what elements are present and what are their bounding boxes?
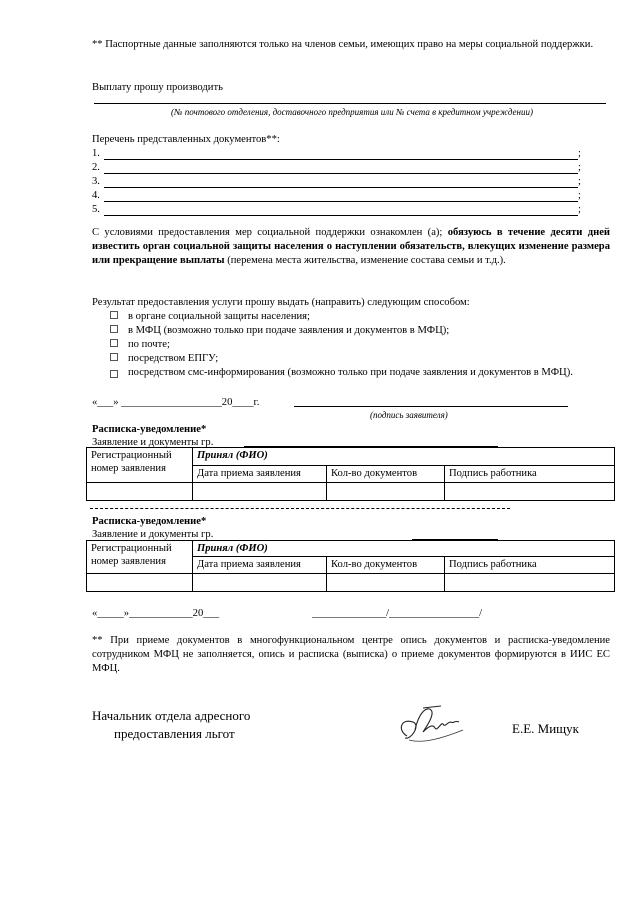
col-date: Дата приема заявления	[193, 466, 327, 483]
checkbox[interactable]	[110, 325, 118, 333]
receipt-subtitle: Заявление и документы гр.	[92, 437, 214, 448]
date-field[interactable]: «___» ___________________20____г.	[92, 397, 260, 408]
checkbox[interactable]	[110, 353, 118, 361]
option-mfc[interactable]: в МФЦ (возможно только при подаче заявления и документов в МФЦ);	[110, 324, 610, 338]
option-sms[interactable]: посредством смс-информирования (возможно только при подаче заявления и документов в МФЦ).	[110, 366, 610, 380]
receipt-title: Расписка-уведомление*	[92, 516, 207, 527]
signature-hint: (подпись заявителя)	[370, 410, 448, 420]
col-count: Кол-во документов	[327, 557, 445, 574]
official-position	[92, 707, 250, 743]
bottom-date-field[interactable]: «_____»____________20___	[92, 608, 220, 619]
conditions-paragraph: С условиями предоставления мер социальной поддержки ознакомлен (а); обязуюсь в течение десяти дней известить орган социальной защиты населения о наступлении обязательств, влекущих изменение размера или прекращение выплаты (перемена места жительства, изменение состава семьи и т.д.).	[92, 227, 611, 266]
input-cell[interactable]	[193, 574, 327, 592]
document-row[interactable]: 3. ;	[92, 176, 581, 187]
col-signature: Подпись работника	[445, 466, 615, 483]
checkbox[interactable]	[110, 339, 118, 347]
col-count: Кол-во документов	[327, 466, 445, 483]
input-cell[interactable]	[193, 483, 327, 501]
checkbox[interactable]	[110, 370, 118, 378]
document-row[interactable]: 1. ;	[92, 148, 581, 159]
option-epgu[interactable]: посредством ЕПГУ;	[110, 352, 610, 366]
document-row[interactable]: 4. ;	[92, 190, 581, 201]
bottom-signature-field[interactable]: ______________/_________________/	[312, 608, 483, 619]
accepted-cell: Принял (ФИО)	[193, 541, 615, 557]
payment-line[interactable]	[94, 103, 606, 104]
input-cell[interactable]	[327, 574, 445, 592]
option-organ[interactable]: в органе социальной защиты населения;	[110, 310, 610, 324]
mfc-note: ** При приеме документов в многофункциональном центре опись документов и расписка-уведомление сотрудником МФЦ не заполняется, опись и расписка (выписка) о приеме документов формируются в ИИС ЕС МФЦ.	[92, 635, 610, 674]
result-options	[110, 310, 610, 380]
receipt-subtitle: Заявление и документы гр.	[92, 529, 214, 540]
document-row[interactable]: 5. ;	[92, 204, 581, 215]
col-signature: Подпись работника	[445, 557, 615, 574]
input-cell[interactable]	[445, 483, 615, 501]
applicant-signature-line[interactable]	[294, 406, 568, 407]
option-post[interactable]: по почте;	[110, 338, 610, 352]
accepted-cell: Принял (ФИО)	[193, 448, 615, 466]
position-line: Начальник отдела адресного	[92, 708, 251, 723]
reg-number-cell: Регистрационный номер заявления	[87, 448, 193, 483]
passport-note: ** Паспортные данные заполняются только на членов семьи, имеющих право на меры социальной поддержки.	[92, 39, 594, 50]
col-date: Дата приема заявления	[193, 557, 327, 574]
checkbox[interactable]	[110, 311, 118, 319]
payment-label: Выплату прошу производить	[92, 82, 223, 93]
receipt-table	[86, 540, 615, 592]
official-name: Е.Е. Мищук	[512, 721, 579, 736]
documents-label: Перечень представленных документов**:	[92, 134, 280, 145]
payment-hint: (№ почтового отделения, доставочного предприятия или № счета в кредитном учреждении)	[171, 107, 533, 117]
receipt-table	[86, 447, 615, 501]
input-cell[interactable]	[87, 483, 193, 501]
cut-line	[90, 508, 510, 509]
reg-number-cell: Регистрационный номер заявления	[87, 541, 193, 574]
document-row[interactable]: 2. ;	[92, 162, 581, 173]
input-cell[interactable]	[327, 483, 445, 501]
position-line: предоставления льгот	[114, 726, 235, 741]
input-cell[interactable]	[87, 574, 193, 592]
input-cell[interactable]	[445, 574, 615, 592]
receipt-title: Расписка-уведомление*	[92, 424, 207, 435]
documents-list	[92, 147, 612, 217]
result-label: Результат предоставления услуги прошу выдать (направить) следующим способом:	[92, 297, 470, 308]
handwritten-signature	[393, 700, 473, 746]
